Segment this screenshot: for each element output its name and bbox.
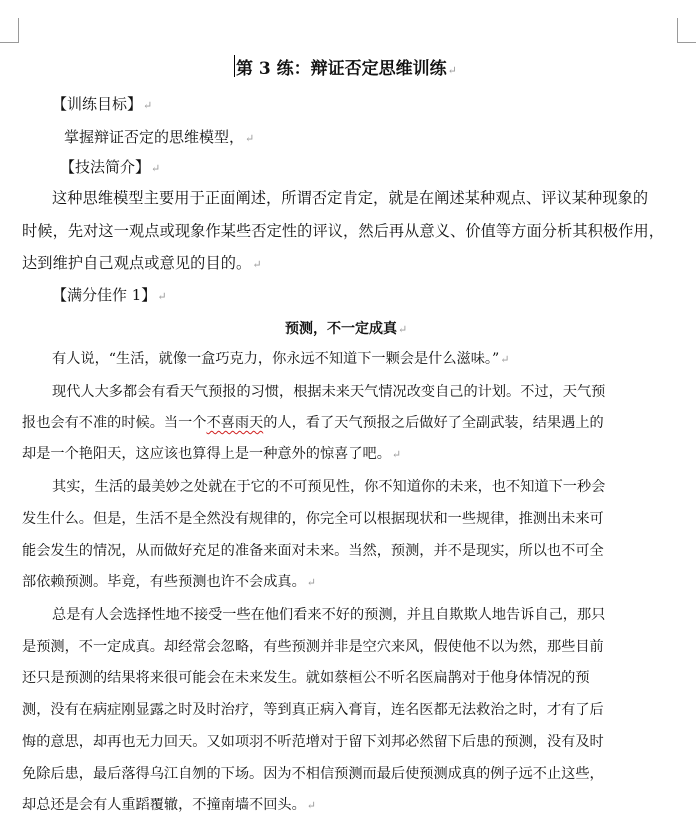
paragraph-mark-icon: ↵: [447, 64, 457, 77]
essay-title[interactable]: 预测，不一定成真↵: [285, 321, 408, 337]
paragraph-mark-icon: ↵: [398, 323, 408, 336]
essay-paragraph-4-line[interactable]: 总是有人会选择性地不接受一些在他们看来不好的预测，并且自欺欺人地告诉自己，那只: [52, 607, 606, 623]
skill-text-line[interactable]: 时候，先对这一观点或现象作某些否定性的评议，然后再从意义、价值等方面分析其积极作用，: [22, 222, 665, 240]
paragraph-mark-icon: ↵: [306, 576, 316, 589]
goal-heading[interactable]: 【训练目标】↵: [52, 95, 153, 113]
skill-text-line[interactable]: 达到维护自己观点或意见的目的。↵: [22, 254, 262, 272]
essay-paragraph-2-line[interactable]: 现代人大多都会有看天气预报的习惯，根据未来天气情况改变自己的计划。不过，天气预: [52, 384, 606, 400]
essay-paragraph-3-line[interactable]: 发生什么。但是，生活不是全然没有规律的，你完全可以根据现状和一些规律，推测出未来可: [22, 511, 604, 527]
paragraph-mark-icon: ↵: [157, 290, 167, 303]
essay-paragraph-1[interactable]: 有人说，“生活，就像一盒巧克力，你永远不知道下一颗会是什么滋味。”↵: [52, 351, 510, 367]
document-title[interactable]: 第 3 练：辩证否定思维训练↵: [236, 59, 457, 79]
paragraph-mark-icon: ↵: [252, 258, 262, 271]
essay-paragraph-2-line[interactable]: 却是一个艳阳天，这应该也算得上是一种意外的惊喜了吧。↵: [22, 446, 402, 462]
paragraph-mark-icon: ↵: [391, 448, 402, 461]
example-heading[interactable]: 【满分佳作 1】↵: [52, 286, 167, 304]
paragraph-mark-icon: ↵: [151, 162, 161, 175]
essay-paragraph-2-line[interactable]: 报也会有不准的时候。当一个不喜雨天的人，看了天气预报之后做好了全副武装，结果遇上的: [22, 415, 604, 431]
essay-paragraph-4-line[interactable]: 是预测，不一定成真。却经常会忽略，有些预测并非是空穴来风，假使他不以为然，那些目前: [22, 639, 604, 655]
skill-text-line[interactable]: 这种思维模型主要用于正面阐述，所谓否定肯定，就是在阐述某种观点、评议某种现象的: [52, 189, 649, 207]
paragraph-mark-icon: ↵: [500, 353, 510, 366]
essay-paragraph-4-line[interactable]: 悔的意思，却再也无力回天。又如项羽不听范增对于留下刘邦必然留下后患的预测，没有及时: [22, 734, 604, 750]
paragraph-mark-icon: ↵: [143, 99, 153, 112]
essay-paragraph-3-line[interactable]: 能会发生的情况，从而做好充足的准备来面对未来。当然，预测，并不是现实，所以也不可全: [22, 543, 604, 559]
essay-paragraph-4-line[interactable]: 却总还是会有人重蹈覆辙，不撞南墙不回头。↵: [22, 797, 316, 813]
essay-paragraph-3-line[interactable]: 部依赖预测。毕竟，有些预测也许不会成真。↵: [22, 574, 316, 590]
page-corner-marker-top-left: [0, 18, 19, 43]
goal-text[interactable]: 掌握辩证否定的思维模型，↵: [64, 128, 255, 146]
paragraph-mark-icon: ↵: [245, 132, 255, 145]
essay-paragraph-4-line[interactable]: 还只是预测的结果将来很可能会在未来发生。就如蔡桓公不听名医扁鹊对于他身体情况的预: [22, 670, 590, 686]
essay-paragraph-4-line[interactable]: 免除后患，最后落得乌江自刎的下场。因为不相信预测而最后使预测成真的例子远不止这些，: [22, 766, 604, 782]
essay-paragraph-3-line[interactable]: 其实，生活的最美妙之处就在于它的不可预见性，你不知道你的未来，也不知道下一秒会: [52, 479, 606, 495]
paragraph-mark-icon: ↵: [306, 799, 316, 812]
spellcheck-underline[interactable]: 不喜雨天: [206, 415, 264, 431]
page-corner-marker-top-right: [677, 18, 696, 43]
text-cursor: [234, 55, 235, 77]
essay-paragraph-4-line[interactable]: 测，没有在病症刚显露之时及时治疗，等到真正病入膏肓，连名医都无法救治之时，才有了后: [22, 702, 604, 718]
skill-heading[interactable]: 【技法简介】↵: [60, 158, 161, 176]
